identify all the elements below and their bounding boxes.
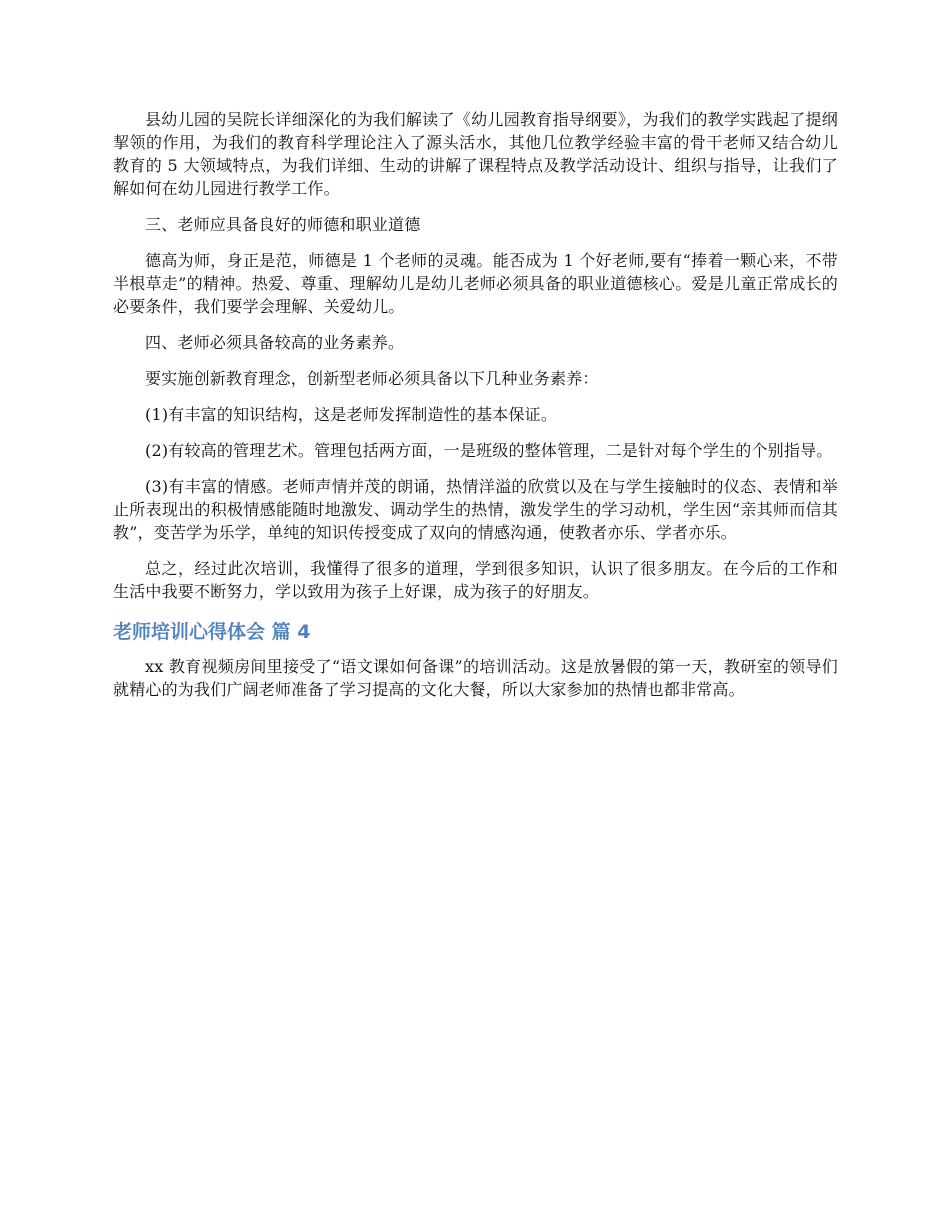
list-item: (2)有较高的管理艺术。管理包括两方面，一是班级的整体管理，二是针对每个学生的个别指导。	[145, 441, 833, 460]
list-item: (3)有丰富的情感。老师声情并茂的朗诵，热情洋溢的欣赏以及在与学生接触时的仪态、表情和举止所表现出的积极情感能随时地激发、调动学生的热情，激发学生的学习动机，学生因“亲其师而信其教”，变苦学为乐学，单纯的知识传授变成了双向的情感沟通，使教者亦乐、学者亦乐。	[113, 477, 838, 542]
paragraph: xx 教育视频房间里接受了“语文课如何备课”的培训活动。这是放暑假的第一天，教研室的领导们就精心的为我们广阔老师准备了学习提高的文化大餐，所以大家参加的热情也都非常高。	[113, 657, 838, 699]
section-heading: 老师培训心得体会 篇 4	[113, 621, 311, 643]
paragraph: 县幼儿园的吴院长详细深化的为我们解读了《幼儿园教育指导纲要》，为我们的教学实践起了提纲挈领的作用，为我们的教育科学理论注入了源头活水，其他几位教学经验丰富的骨干老师又结合幼儿教育的 5 大领域特点，为我们详细、生动的讲解了课程特点及教学活动设计、组织与指导，让我们了解如何在幼儿园进行教学工作。	[113, 110, 838, 198]
document-page	[113, 108, 838, 714]
section-subheading: 三、老师应具备良好的师德和职业道德	[145, 215, 421, 234]
paragraph: 德高为师，身正是范，师德是 1 个老师的灵魂。能否成为 1 个好老师,要有“捧着一颗心来，不带半根草走”的精神。热爱、尊重、理解幼儿是幼儿老师必须具备的职业道德核心。爱是儿童正常成长的必要条件，我们要学会理解、关爱幼儿。	[113, 251, 838, 316]
paragraph: 要实施创新教育理念，创新型老师必须具备以下几种业务素养：	[145, 369, 599, 388]
section-subheading: 四、老师必须具备较高的业务素养。	[145, 333, 405, 352]
list-item: (1)有丰富的知识结构，这是老师发挥制造性的基本保证。	[145, 405, 558, 424]
paragraph: 总之，经过此次培训，我懂得了很多的道理，学到很多知识，认识了很多朋友。在今后的工作和生活中我要不断努力，学以致用为孩子上好课，成为孩子的好朋友。	[113, 559, 838, 601]
